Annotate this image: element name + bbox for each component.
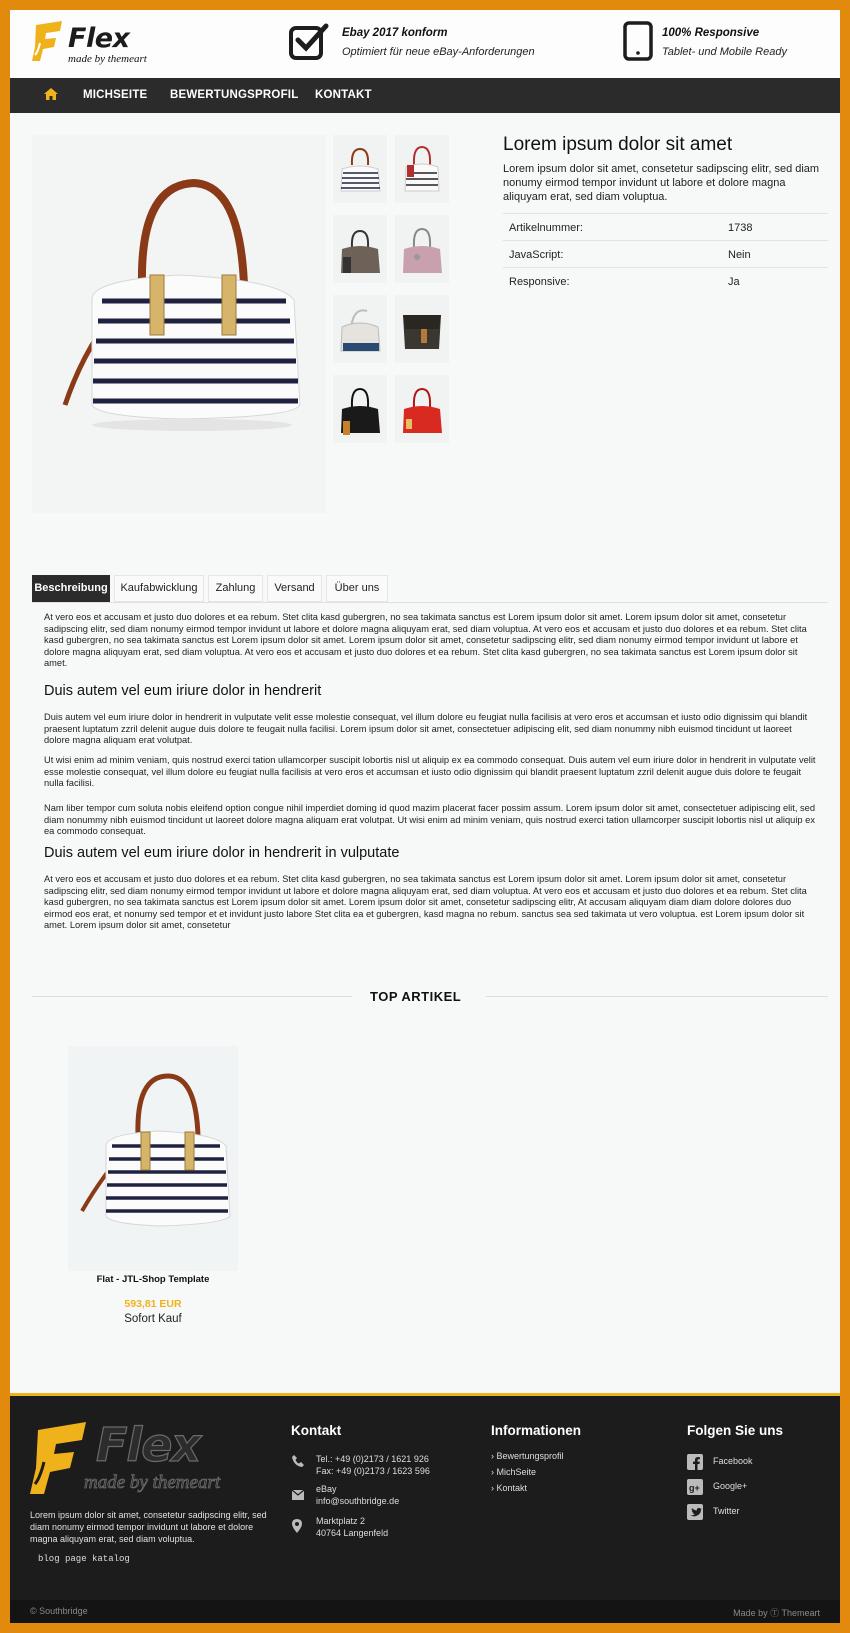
page-frame (10, 10, 840, 1623)
description-paragraph: Ut wisi enim ad minim veniam, quis nostrud exerci tation ullamcorper suscipit lobortis nisl ut aliquip ex ea commodo consequat. Duis autem vel eum iriure dolor in hendrerit in vulputate velit esse molestie consequat, vel illum dolore eu feugiat nulla facilisis at vero eros et accumsan et iusto odio dignissim qui blandit praesent luptatum zzril delenit augue duis dolore te feugait nulla facilisi. (44, 755, 816, 788)
copyright-text: © Southbridge (30, 1606, 88, 1616)
feature-responsive (620, 20, 820, 68)
footer-logo-brand: Flex (96, 1418, 201, 1472)
footer (10, 1393, 840, 1623)
description-heading (44, 845, 819, 861)
svg-text:g+: g+ (689, 1483, 700, 1493)
thumbnail-image (333, 215, 387, 283)
thumbnail-image (395, 135, 449, 203)
sofort-kauf-label[interactable]: Sofort Kauf (124, 1313, 182, 1325)
tablet-icon (620, 20, 662, 62)
footer-link-bewertungsprofil[interactable]: › Bewertungsprofil (491, 1451, 564, 1461)
spec-row (503, 267, 828, 294)
spec-key: Responsive: (509, 276, 570, 288)
flex-logo-icon (30, 1418, 90, 1498)
footer-link-label: Kontakt (496, 1483, 528, 1493)
top-artikel-heading: TOP ARTIKEL (370, 989, 462, 1004)
thumbnail-image (333, 375, 387, 443)
description-heading (44, 683, 819, 699)
thumbnail-image (333, 295, 387, 363)
description-paragraph: At vero eos et accusam et justo duo dolores et ea rebum. Stet clita kasd gubergren, no sea takimata sanctus est Lorem ipsum dolor sit amet. Lorem ipsum dolor sit amet, consetetur sadipscing elitr, sed diam nonumy eirmod tempor invidunt ut labore et dolore magna aliquyam erat, sed diam voluptua. At vero eos et accusam et justo duo dolores et ea rebum. Stet clita kasd gubergren, no sea takimata sanctus est Lorem ipsum dolor sit amet. Lorem ipsum dolor sit amet, consetetur sadipscing elitr, sed diam nonumy eirmod tempor invidunt ut labore et dolore magna aliquyam erat, sed diam voluptua. At vero eos et accusam et justo duo dolores et ea rebum. Stet clita kasd gubergren, no sea takimata sanctus est Lorem ipsum dolor sit amet. (44, 612, 807, 668)
logo-tagline: made by themeart (68, 53, 147, 65)
footer-heading-informationen: Informationen (491, 1423, 581, 1438)
tab-versand[interactable]: Versand (267, 575, 322, 602)
map-marker-icon (291, 1518, 303, 1534)
feature-title: 100% Responsive (662, 27, 760, 39)
footer-phone: Tel.: +49 (0)2173 / 1621 926 (316, 1454, 429, 1464)
footer-logo[interactable] (30, 1418, 270, 1498)
feature-title: Ebay 2017 konform (342, 27, 448, 39)
thumbnail[interactable] (333, 295, 387, 363)
section-divider (32, 996, 352, 997)
footer-katalog[interactable]: blog page katalog (38, 1554, 130, 1564)
footer-logo-tagline: made by themeart (84, 1472, 221, 1493)
footer-description: Lorem ipsum dolor sit amet, consetetur sadipscing elitr, sed diam nonumy eirmod tempor invidunt ut labore et dolore magna aliquyam erat, sed diam voluptua. (30, 1510, 267, 1544)
section-divider (486, 996, 828, 997)
social-facebook-label[interactable]: Facebook (713, 1456, 753, 1466)
top-artikel-image[interactable] (68, 1046, 238, 1271)
product-main-image[interactable] (32, 135, 326, 513)
footer-bottom-bar (10, 1600, 840, 1623)
spec-row (503, 240, 828, 267)
footer-ebay-label: eBay (316, 1484, 337, 1494)
spec-value: 1738 (728, 222, 753, 234)
facebook-icon[interactable] (687, 1454, 703, 1470)
tab-beschreibung[interactable]: Beschreibung (32, 575, 110, 602)
thumbnail-image (395, 375, 449, 443)
footer-link-label: MichSeite (496, 1467, 537, 1477)
top-artikel-price: 593,81 EUR (124, 1298, 182, 1310)
nav-item-michseite[interactable]: MICHSEITE (83, 89, 148, 101)
thumbnail-image (395, 215, 449, 283)
tab-zahlung[interactable]: Zahlung (208, 575, 263, 602)
spec-value: Ja (728, 276, 740, 288)
logo[interactable] (32, 19, 172, 69)
tab-kaufabwicklung[interactable]: Kaufabwicklung (114, 575, 204, 602)
thumbnail[interactable] (333, 135, 387, 203)
footer-heading-social: Folgen Sie uns (687, 1423, 784, 1438)
thumbnail[interactable] (333, 215, 387, 283)
footer-fax: Fax: +49 (0)2173 / 1623 596 (316, 1466, 430, 1476)
thumbnail-image (395, 295, 449, 363)
thumbnail[interactable] (395, 375, 449, 443)
envelope-icon (291, 1489, 305, 1501)
google-plus-icon[interactable] (687, 1479, 703, 1495)
heading-text: Duis autem vel eum iriure dolor in hendrerit (44, 683, 322, 699)
footer-link-michseite[interactable]: › MichSeite (491, 1467, 537, 1477)
product-title: Lorem ipsum dolor sit amet (503, 134, 733, 155)
thumbnail[interactable] (395, 295, 449, 363)
footer-link-kontakt[interactable]: › Kontakt (491, 1483, 528, 1493)
footer-street: Marktplatz 2 (316, 1516, 366, 1526)
product-description: Lorem ipsum dolor sit amet, consetetur sadipscing elitr, sed diam nonumy eirmod tempor invidunt ut labore et dolore magna aliquyam erat, sed diam voluptua. (503, 163, 820, 203)
flex-logo-icon (32, 19, 66, 63)
checkbox-check-icon (288, 20, 330, 62)
footer-heading-kontakt: Kontakt (291, 1423, 342, 1438)
header (10, 10, 840, 78)
heading-text: Duis autem vel eum iriure dolor in hendrerit in vulputate (44, 845, 400, 861)
nav-item-bewertungsprofil[interactable]: BEWERTUNGSPROFIL (170, 89, 299, 101)
twitter-icon[interactable] (687, 1504, 703, 1520)
logo-brand: Flex (68, 23, 130, 54)
spec-key: JavaScript: (509, 249, 564, 261)
tab-divider (32, 602, 828, 603)
thumbnail-image (333, 135, 387, 203)
description-paragraph: Duis autem vel eum iriure dolor in hendrerit in vulputate velit esse molestie consequat, vel illum dolore eu feugiat nulla facilisis at vero eros et accumsan et iusto odio dignissim qui blandit praesent luptatum zzril delenit augue duis dolore te feugait nulla facilisi. Lorem ipsum dolor sit amet, consectetuer adipiscing elit, sed diam nonummy nibh euismod tincidunt ut laoreet dolore magna aliquam erat volutpat. (44, 712, 808, 745)
tab-ueber-uns[interactable]: Über uns (326, 575, 388, 602)
footer-link-label: Bewertungsprofil (496, 1451, 564, 1461)
description-paragraph: At vero eos et accusam et justo duo dolores et ea rebum. Stet clita kasd gubergren, no sea takimata sanctus est Lorem ipsum dolor sit amet. Lorem ipsum dolor sit amet, consetetur sadipscing elitr, sed diam nonumy eirmod tempor invidunt ut labore et dolore magna aliquyam erat, sed diam voluptua. At vero eos et accusam et justo duo dolores et ea rebum. Stet clita kasd gubergren, no sea takimata sanctus est Lorem ipsum dolor sit amet. Lorem ipsum dolor sit amet, consetetur sadipscing elitr, At accusam aliquyam diam diam dolore dolores duo eirmod eos erat, et nonumy sed tempor et et invidunt justo labore Stet clita ea et gubergren, kasd magna no rebum. sanctus sea sed takimata ut vero voluptua. est Lorem ipsum dolor sit amet. Lorem ipsum dolor sit amet, consetetur (44, 874, 807, 930)
thumbnail[interactable] (395, 135, 449, 203)
spec-row (503, 213, 828, 240)
made-by-text[interactable]: Made by Ⓣ Themeart (733, 1608, 820, 1618)
thumbnail[interactable] (333, 375, 387, 443)
phone-icon (291, 1454, 305, 1468)
top-artikel-name[interactable]: Flat - JTL-Shop Template (96, 1274, 210, 1285)
feature-ebay (288, 20, 548, 68)
footer-city: 40764 Langenfeld (316, 1528, 389, 1538)
footer-email[interactable]: info@southbridge.de (316, 1496, 400, 1506)
social-twitter-label[interactable]: Twitter (713, 1506, 740, 1516)
nav-item-kontakt[interactable]: KONTAKT (315, 89, 372, 101)
home-icon[interactable] (43, 87, 59, 101)
feature-subtitle: Optimiert für neue eBay-Anforderungen (342, 46, 535, 58)
product-specs (503, 213, 828, 294)
description-paragraph: Nam liber tempor cum soluta nobis eleifend option congue nihil imperdiet doming id quod mazim placerat facer possim assum. Lorem ipsum dolor sit amet, consectetuer adipiscing elit, sed diam nonummy nibh euismod tincidunt ut laoreet dolore magna aliquam erat volutpat. Ut wisi enim ad minim veniam, quis nostrud exerci tation ullamcorper suscipit lobortis nisl ut aliquip ex ea commodo consequat. (44, 803, 815, 836)
handbag-image (68, 1046, 238, 1271)
handbag-image (32, 135, 326, 513)
spec-key: Artikelnummer: (509, 222, 583, 234)
thumbnail[interactable] (395, 215, 449, 283)
spec-value: Nein (728, 249, 751, 261)
main-navigation (10, 78, 840, 113)
feature-subtitle: Tablet- und Mobile Ready (662, 46, 787, 58)
social-google-label[interactable]: Google+ (713, 1481, 748, 1491)
